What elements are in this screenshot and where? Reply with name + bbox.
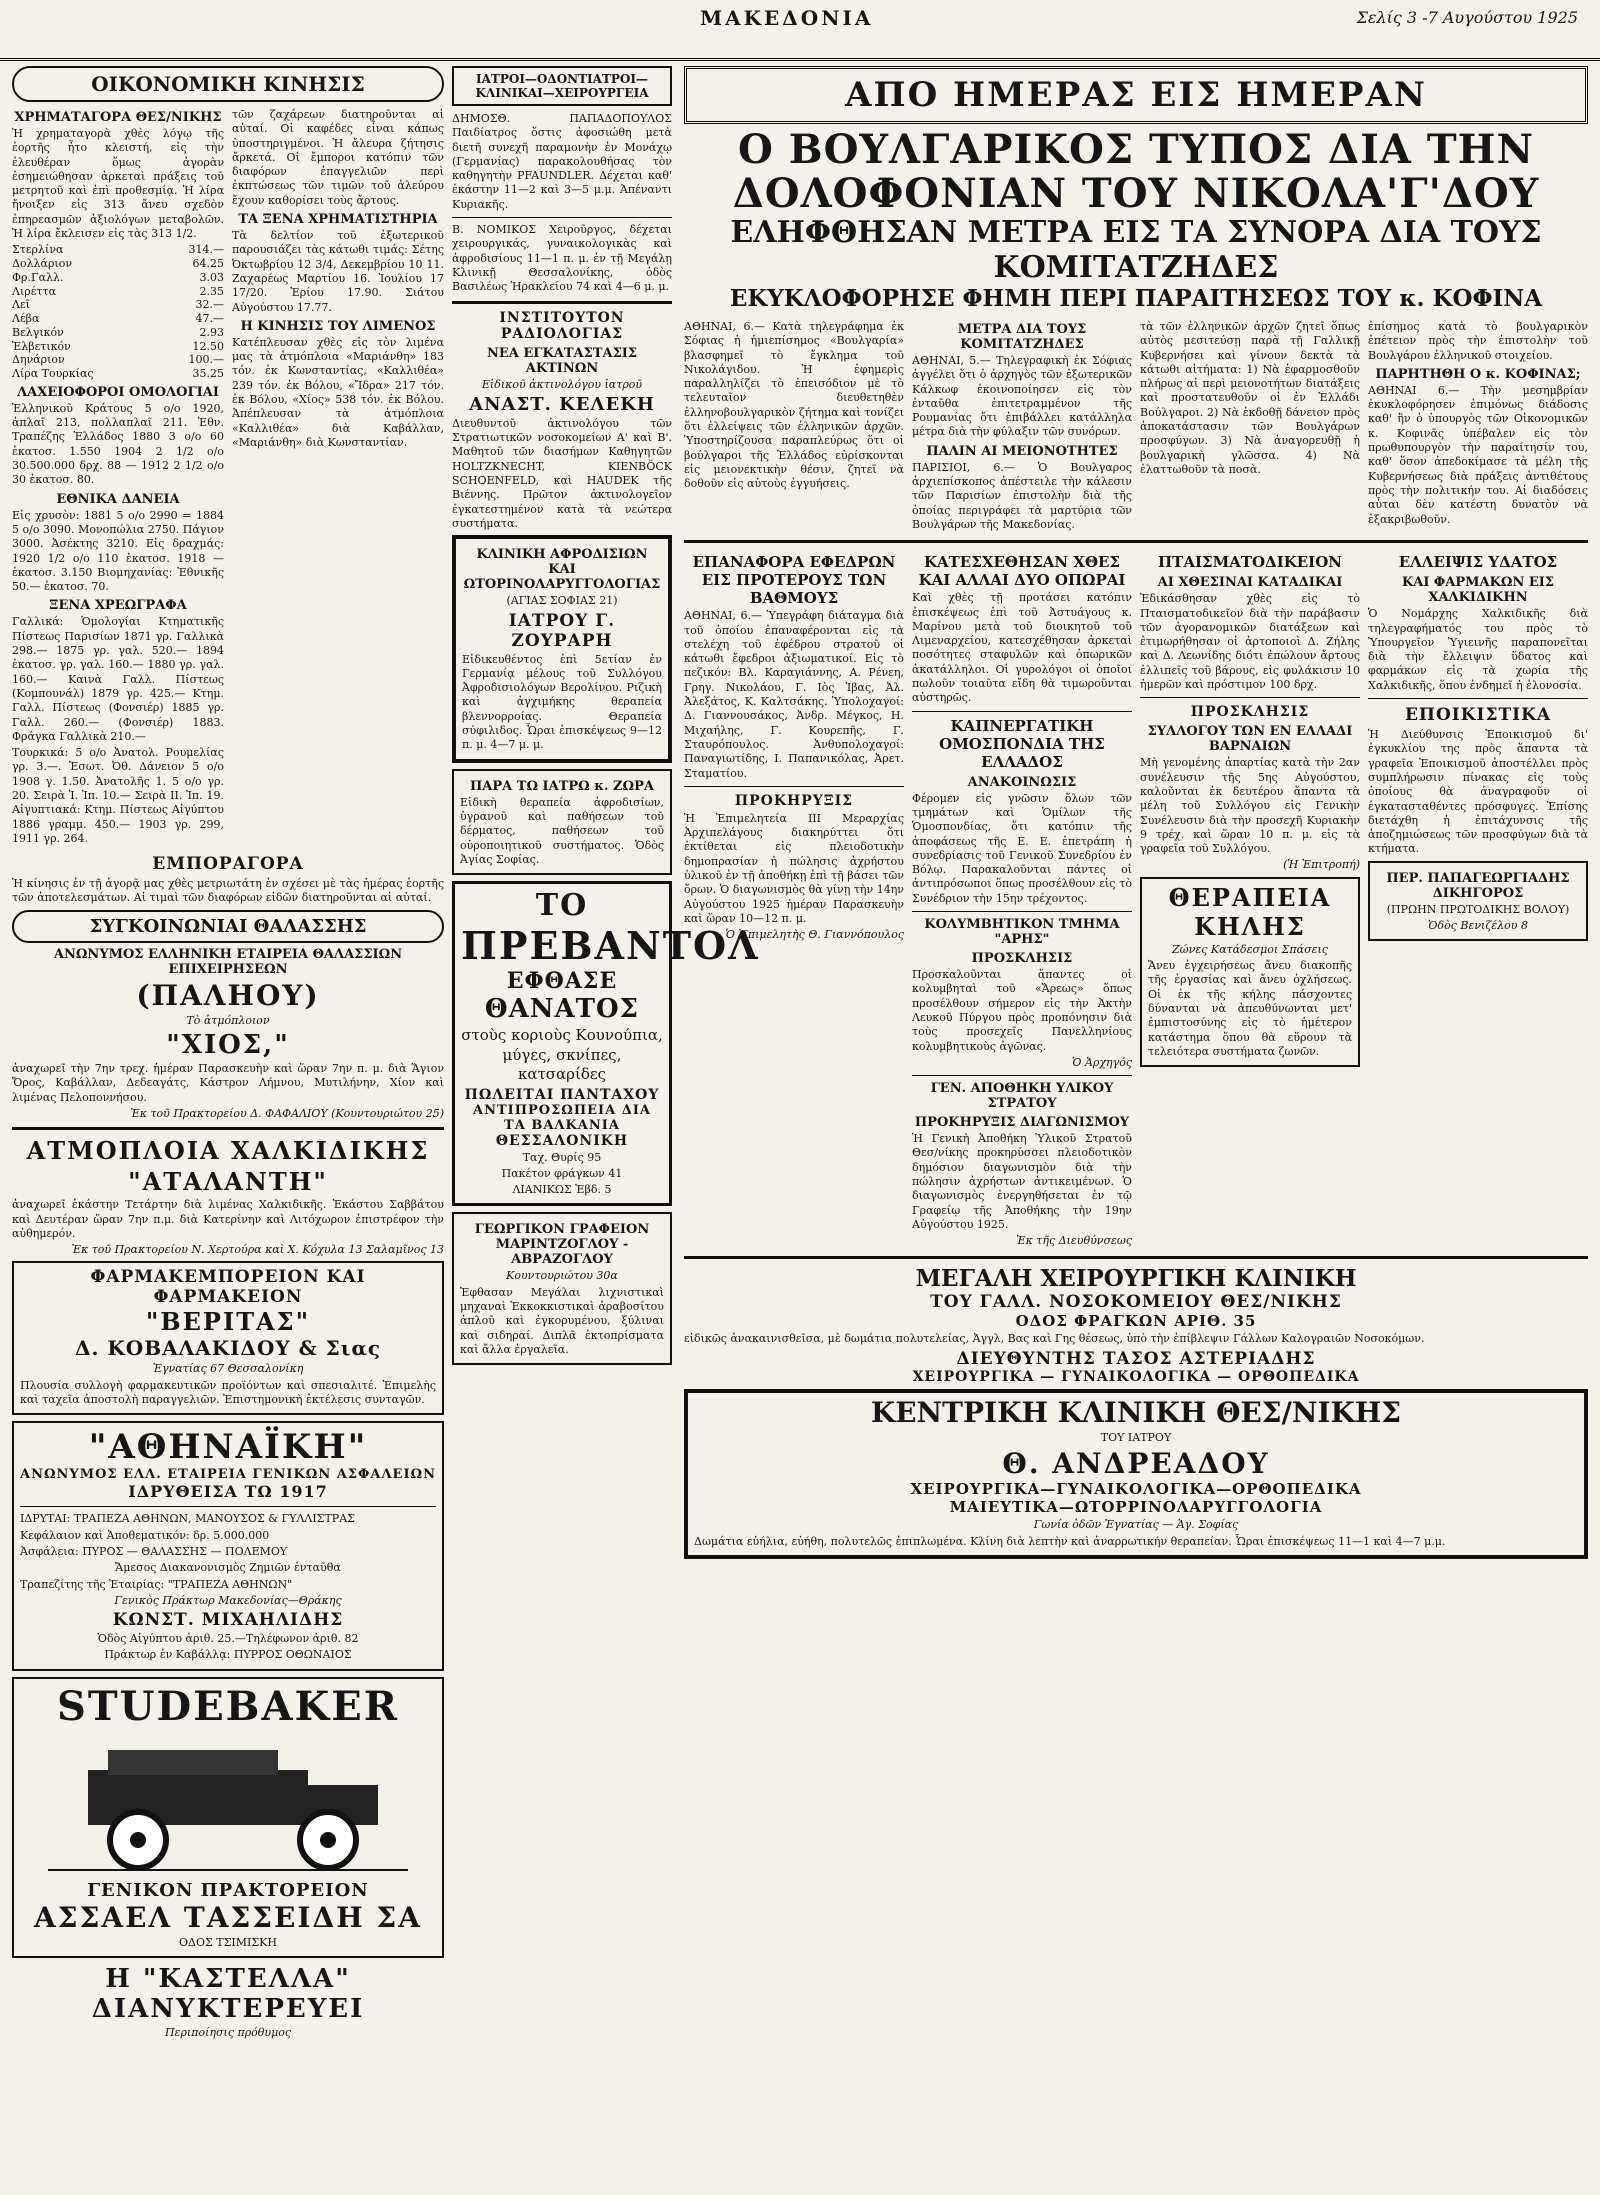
megali-ad — [684, 1265, 1588, 1384]
atmoploia-agent: Ἐκ τοῦ Πρακτορείου Ν. Χερτούρα καὶ Χ. Κόχυλα 13 Σαλαμῖνος 13 — [71, 1243, 444, 1257]
prosklisi-title: ΠΡΟΣΚΛΗΣΙΣ — [1190, 704, 1310, 721]
rate-row — [12, 243, 224, 257]
rate-value: 314.— — [188, 243, 224, 257]
rate-name: Ἑλβετικόν — [12, 339, 71, 353]
prosklisi-sub: ΣΥΛΛΟΓΟΥ ΤΩΝ ΕΝ ΕΛΛΑΔΙ ΒΑΡΝΑΙΩΝ — [1147, 724, 1353, 755]
papageorg-sub: (ΠΡΩΗΝ ΠΡΩΤΟΔΙΚΗΣ ΒΟΛΟΥ) — [1386, 902, 1570, 916]
palios-company: ΑΝΩΝΥΜΟΣ ΕΛΛΗΝΙΚΗ ΕΤΑΙΡΕΙΑ ΘΑΛΑΣΣΙΩΝ ΕΠΙΧΕΙΡΗΣΕΩΝ — [53, 946, 403, 977]
elleipsis-title: ΕΛΛΕΙΨΙΣ ΥΔΑΤΟΣ — [1398, 553, 1558, 572]
gen-apothiki-sign: Ἐκ τῆς Διευθύνσεως — [1016, 1234, 1132, 1248]
palios-intro: Τὸ ἀτμόπλοιον — [186, 1013, 270, 1027]
economy-right-subcol — [232, 106, 444, 848]
rate-value: 12.50 — [192, 339, 224, 353]
palios-name: (ΠΑΛΗΟΥ) — [136, 978, 320, 1012]
atmoploia-text: ἀναχωρεῖ ἑκάστην Τετάρτην διὰ λιμένας Χαλκιδικῆς. Ἑκάστου Σαββάτου καὶ Δευτέραν ὥραν 7ην π.μ. διὰ Κατερίνην καὶ Λιτόχωρον ἐπιστρέφον τὴν αὐθημερόν. — [12, 1198, 444, 1240]
rate-name: Φρ.Γαλλ. — [12, 270, 64, 284]
inst-intro: Εἰδικοῦ ἀκτινολόγου ἰατροῦ — [481, 377, 643, 391]
chrem-text: Ἡ χρηματαγορὰ χθὲς λόγῳ τῆς ἑορτῆς ἦτο κλειστή, εἰς τὴν ἐλευθέραν ὅμως ἀγορὰν ἐσημειώθησαν ἀρκεταὶ πράξεις τοῦ μετρητοῦ καὶ ἐπὶ προθεσμίᾳ. Ἡ λίρα ἤνοιξεν εἰς 313 ἄνευ σχεδὸν ἐπηρεασμῶν ἀξιολόγων μεταβολῶν. Ἡ λίρα ἔκλεισεν εἰς τὰς 313 1/2. — [12, 127, 224, 241]
atmoploia-title: ΑΤΜΟΠΛΟΙΑ ΧΑΛΚΙΔΙΚΗΣ — [26, 1136, 430, 1166]
athinaiki-agent-role: Γενικὸς Πράκτωρ Μακεδονίας—Θράκης — [114, 1593, 342, 1607]
foreign-exchanges-title: ΤΑ ΞΕΝΑ ΧΡΗΜΑΤΙΣΤΗΡΙΑ — [238, 212, 438, 228]
kentriki-text: Δωμάτια εὐήλια, εὐήθη, πολυτελῶς ἐπιπλωμένα. Κλίνη διὰ λεπτὴν καὶ ἀναρρωτικήν θεραπείαν. Ὧραι ἐπισκέψεως 11—1 καὶ 4—7 μ.μ. — [694, 1534, 1446, 1548]
ptaismat-text: Ἐδικάσθησαν χθὲς εἰς τὸ Πταισματοδικεῖον διὰ τὴν παράβασιν τῶν ἀγορανομικῶν διατάξεων καὶ ἐτιμωρήθησαν οἱ ἀρτοποιοὶ Δ. Ζήλης καὶ Δ. Λεωνίδης διότι ἐπώλουν ἄρτους ἐλλιπεῖς τοῦ βάρους, εἰς φυλάκισιν 10 ἡμερῶν καὶ πρόστιμον 100 δρχ. — [1140, 592, 1360, 692]
kentriki-sub: ΤΟΥ ΙΑΤΡΟΥ — [1100, 1430, 1172, 1444]
megali-spec: ΧΕΙΡΟΥΡΓΙΚΑ — ΓΥΝΑΙΚΟΛΟΓΙΚΑ — ΟΡΘΟΠΕΔΙΚΑ — [912, 1368, 1360, 1385]
palios-text: ἀναχωρεῖ τὴν 7ην τρεχ. ἡμέραν Παρασκευὴν καὶ ὥραν 7ην π. μ. διὰ Ἅγιον Ὄρος, Καβάλλαν, Δεδεαγάτς, Κάστρον Λήμνου, Μυτιλήνην, Χίον καὶ λιμένας Πελοποννήσου. — [12, 1062, 444, 1104]
eparxoi-text: ΑΘΗΝΑΙ, 6.— Ὑπεγράφη διάταγμα διὰ τοῦ ὁποίου ἐπαναφέρονται εἰς τὰ στελέχη τοῦ ἐφέδρου στρατοῦ οἱ κάτωθι ἔφεδροι ἀξιωματικοί. Εἰς τὸ πεζικόν: Βλ. Καραγιάννης, Α. Ρένεη, Γρηγ. Νικολάου, Γ. Ιὸς Ἰβας, Ἀλ. Ἀλεξάτος, Κ. Καλτσάκης. Ὑπολοχαγοί: Δ. Γιαννουσάκος, Ἀνδρ. Μέγκος, Η. Μιχαήλης, Γ. Κουρεπῆς, Γ. Σταυρόπουλος. Ἀνθυπολοχαγοί: Παναγιωτίδης, Ι. Παπανικόλας, Ἀρετ. Σταματίου. — [684, 609, 904, 780]
xena-text-2: Τουρκικά: 5 ο/ο Ἀνατολ. Ρουμελίας γρ. 3.—. Ἑσωτ. Ὀθ. Δάνειον 5 ο/ο 1908 γ. 1.50. Ἀνατολῆς 1. 5 ο/ο γρ. 20. Σειρὰ Ἰ. Ἰπ. 10.— Σειρὰ ΙΙ. Ἰπ. 19. Αἰγυπτιακά: Κτημ. Πίστεως Αἰγύπτου 1886 γραμμ. 450.— 1903 γρ. 299, 1911 γρ. 264. — [12, 746, 224, 845]
megali-text: εἰδικῶς ἀνακαινισθεῖσα, μὲ δωμάτια πολυτελείας, Ἀγγλ, Βας καὶ Γης θέσεως, ὑπὸ τὴν ἐπίβλεψιν Γάλλων Καλογραιῶν Νοσοκόμων. — [684, 1332, 1425, 1346]
gen-apothiki-text: Ἡ Γενικὴ Ἀποθήκη Ὑλικοῦ Στρατοῦ Θεσ/νίκης προκηρύσσει πλειοδοτικὸν δημόσιον διαγωνισμὸν διὰ τὴν πώλησιν ἀχρήστων ἀντικειμένων. Ὁ διαγωνισμὸς ἐνεργηθήσεται ἐν τῷ Γραφείῳ τῆς Ἀποθήκης τὴν 19ην Αὐγούστου 1925. — [912, 1132, 1132, 1231]
papageorg-name: ΠΕΡ. ΠΑΠΑΓΕΩΡΓΙΑΔΗΣ ΔΙΚΗΓΟΡΟΣ — [1386, 870, 1570, 901]
preventol-text: στοὺς κοριοὺς Κουνούπια, μύγες, σκνίπες, κατσαρίδες — [461, 1026, 663, 1084]
kapnergatiki-text: Φέρομεν εἰς γνῶσιν ὅλων τῶν τμημάτων καὶ Ὁμίλων τῆς Ὁμοσπονδίας, ὅτι κατόπιν τῆς ἀποφάσεως τῆς Ε. Ε. ἐπετράπη ἡ συνεδρίασις τοῦ Γενικοῦ Συνεδρίου ἐν Βόλῳ. Παρακαλοῦνται πάντες οἱ ἀντιπρόσωποι ὅπως προσέλθουν εἰς τὸ Συνέδριον τὴν 15ην τρέχοντος. — [912, 791, 1132, 905]
zora-title: ΠΑΡΑ ΤΩ ΙΑΤΡΩ κ. ΖΩΡΑ — [470, 778, 654, 794]
veritas-addr: Ἐγνατίας 67 Θεσσαλονίκη — [152, 1362, 304, 1376]
column-economy — [12, 62, 444, 2042]
athinaiki-capital: Κεφάλαιον καὶ Ἀποθεματικόν: δρ. 5.000.000 — [20, 1528, 270, 1542]
ethnika-title: ΕΘΝΙΚΑ ΔΑΝΕΙΑ — [56, 491, 180, 507]
newspaper-title: ΜΑΚΕΔΟΝΙΑ — [700, 6, 874, 30]
kolymb-sign: Ὁ Ἀρχηγός — [1072, 1055, 1132, 1069]
athinaiki-ad — [12, 1421, 444, 1670]
palin-title: ΠΑΛΙΝ ΑΙ ΜΕΙΟΝΟΤΗΤΕΣ — [926, 443, 1118, 459]
ptaismat-title: ΠΤΑΙΣΜΑΤΟΔΙΚΕΙΟΝ — [1158, 553, 1342, 572]
market-text: τῶν ζαχάρεων διατηροῦνται αἱ αὐταί. Οἱ καφέδες εἶναι κάπως ὑποστηριγμένοι. Ἡ ἄλευρα ζήτησις ἄρκετά. Οἱ ἔμποροι κατόπιν τῶν διαφόρων ἐπαγγελιῶν περὶ ἐκπτώσεως τῶν τιμῶν τοῦ ἀλεύρου ἔχουν καθορίσει τοὺς ἄρτους. — [232, 108, 444, 207]
car-illustration — [20, 1730, 436, 1880]
kapnergatiki-sub: ΑΝΑΚΟΙΝΩΣΙΣ — [967, 774, 1077, 790]
dimosth-ad: ΔΗΜΟΣΘ. ΠΑΠΑΔΟΠΟΥΛΟΣ Παιδίατρος ὅστις ἀφοσιώθη μετὰ διετῆ συνεχῆ παραμονὴν ἐν Μονάχῳ (Γερμανίας) παρακολουθήσας τὸν καθηγητὴν PFAUNDLER. Δέχεται καθ' ἑκάστην 11—2 καὶ 3—5 μ.μ. Ἀπέναντι Κυριακῆς. — [452, 112, 672, 211]
rate-name: Στερλίνα — [12, 243, 64, 257]
elleipsis-text: Ὁ Νομάρχης Χαλκιδικῆς διὰ τηλεγραφήματός του πρὸς τὸ Ὑπουργεῖον Ὑγιεινῆς παραπονεῖται διὰ τὴν ἔλλειψιν ὕδατος καὶ φαρμάκων εἰς τὰ χωρία τῆς Χαλκιδικῆς, ὅπου ἐνδημεῖ ἡ ἐλονοσία. — [1368, 607, 1588, 692]
prosklisi-text: Μὴ γενομένης ἀπαρτίας κατὰ τὴν 2αν συνέλευσιν τῆς 5ης Αὐγούστου, καλοῦνται ἐκ δευτέρου ἅπαντα τὰ μέλη τοῦ Συλλόγου εἰς Γενικὴν Συνέλευσιν διὰ τὴν προσεχῆ Κυριακὴν 9 τρέχ. καὶ ὥραν 10 π. μ. εἰς τὰ γραφεῖα τοῦ Συλλόγου. — [1140, 756, 1360, 856]
preventol-sold: ΠΩΛΕΙΤΑΙ ΠΑΝΤΑΧΟΥ — [464, 1086, 660, 1103]
emporagora-title: ΕΜΠΟΡΑΓΟΡΑ — [152, 854, 304, 875]
xena-text: Γαλλικά: Ὁμολογίαι Κτηματικῆς Πίστεως Παρισίων 1871 γρ. Γαλλικὰ 298.— 1875 γρ. γαλ. 520.— 1894 ἑκατοσ. γρ. γαλ. 160.— 1880 γρ. γαλ. 160.— Καινὰ Γαλλ. Πίστεως (Κομπουνάλ) 1879 γρ. 425.— Κτημ. Γαλλ. Πίστεως (Φονσιέρ) 1885 γρ. Γαλλ. 260.— (Φονσιέρ) 1883. Φράγκα Γαλλικὰ 210.— — [12, 615, 224, 743]
katesxethisan-title: ΚΑΤΕΣΧΕΘΗΣΑΝ ΧΘΕΣ ΚΑΙ ΑΛΛΑΙ ΔΥΟ ΟΠΩΡΑΙ — [918, 553, 1126, 590]
georg-addr: Κουντουριώτου 30α — [506, 1269, 618, 1283]
ptaismat-sub: ΑΙ ΧΘΕΣΙΝΑΙ ΚΑΤΑΔΙΚΑΙ — [1157, 575, 1343, 591]
rate-value: 35.25 — [192, 367, 224, 381]
kentriki-spec2: ΜΑΙΕΥΤΙΚΑ—ΩΤΟΡΡΙΝΟΛΑΡΥΓΓΟΛΟΓΙΑ — [949, 1498, 1323, 1517]
rate-row — [12, 340, 224, 354]
column-news — [684, 62, 1588, 1565]
headline-3: ΕΚΥΚΛΟΦΟΡΗΣΕ ΦΗΜΗ ΠΕΡΙ ΠΑΡΑΙΤΗΣΕΩΣ ΤΟΥ κ. ΚΟΦΙΝΑ — [729, 285, 1543, 312]
xena-title: ΞΕΝΑ ΧΡΕΩΓΡΑΦΑ — [49, 598, 187, 614]
gen-apothiki-sub: ΠΡΟΚΗΡΥΞΙΣ ΔΙΑΓΩΝΙΣΜΟΥ — [914, 1115, 1130, 1131]
athinaiki-claims: Ἄμεσος Διακανονισμὸς Ζημιῶν ἐνταῦθα — [115, 1561, 341, 1575]
atmoploia-ship: "ΑΤΑΛΑΝΤΗ" — [128, 1167, 328, 1197]
port-text: Κατέπλευσαν χθὲς εἰς τὸν λιμένα μας τὰ ἀτμόπλοια «Μαριάνθη» 183 τόν. ἐκ Κωνσταντίας, «Καλλιθέα» 239 τόν. ἐκ Βόλου, «Ἴδρα» 217 τόν. ἐκ Βόλου, «Χίος» 538 τόν. ἐκ Βόλου. Ἀπέπλευσαν τὰ ἀτμόπλοια «Καλλιθέα» διὰ Καβάλλαν, «Μαριάνθη» διὰ Κωνσταντίαν. — [232, 335, 444, 449]
megali-addr: ΟΔΟΣ ΦΡΑΓΚΩΝ ΑΡΙΘ. 35 — [1015, 1312, 1257, 1331]
preventol-to: ΤΟ — [535, 888, 589, 924]
rate-value: 32.— — [195, 298, 224, 312]
lead-story — [684, 318, 1588, 534]
georg-ad — [452, 1212, 672, 1365]
athinaiki-bank: Τραπεζίτης τῆς Ἑταιρίας: "ΤΡΑΠΕΖΑ ΑΘΗΝΩΝ" — [20, 1577, 293, 1591]
rate-value: 100.— — [188, 353, 224, 367]
preventol-retail: ΛΙΑΝΙΚΩΣ Ἑβδ. 5 — [512, 1183, 612, 1197]
preventol-thanatos: ΘΑΝΑΤΟΣ — [484, 994, 640, 1025]
prosklisi-sign: (Ἡ Ἐπιτροπή) — [1283, 858, 1360, 872]
afrod-name: ΙΑΤΡΟΥ Γ. ΖΟΥΡΑΡΗ — [508, 610, 616, 651]
rate-value: 64.25 — [192, 257, 224, 271]
rate-name: Δολλάριον — [12, 257, 73, 271]
news-lower — [684, 549, 1588, 1250]
kentriki-addr: Γωνία ὁδῶν Ἐγνατίας — Ἁγ. Σοφίας — [1033, 1518, 1239, 1532]
athinaiki-agent: ΚΩΝΣΤ. ΜΙΧΑΗΛΙΔΗΣ — [112, 1610, 344, 1631]
elleipsis-sub: ΚΑΙ ΦΑΡΜΑΚΩΝ ΕΙΣ ΧΑΛΚΙΔΙΚΗΝ — [1401, 575, 1555, 606]
athinaiki-founders: ΙΔΡΥΤΑΙ: ΤΡΑΠΕΖΑ ΑΘΗΝΩΝ, ΜΑΝΟΥΣΟΣ & ΓΥΛΛΙΣΤΡΑΣ — [20, 1512, 355, 1526]
veritas-owner: Δ. ΚΟΒΑΛΑΚΙΔΟΥ & Σιας — [74, 1336, 382, 1361]
economy-banner: ΟΙΚΟΝΟΜΙΚΗ ΚΙΝΗΣΙΣ — [12, 66, 444, 102]
rate-name: Λέβα — [12, 312, 40, 326]
lead-col-4: ἐπίσημος κατὰ τὸ βουλγαρικὸν ἐπέτειον πρὸς τὴν ἐπιστολὴν τοῦ Βουλγάρου ἐλληνικοῦ στοιχείου. — [1368, 320, 1588, 362]
rate-name: Λεῖ — [12, 298, 30, 312]
prokirixis-sign: Ὁ Ἐπιμελητὴς Θ. Γιαννόπουλος — [725, 928, 904, 942]
rate-row — [12, 271, 224, 285]
rate-value: 2.93 — [199, 325, 224, 339]
katesxethisan-text: Καὶ χθὲς τῇ προτάσει κατόπιν ἐπισκέψεως ἐπὶ τοῦ Ἀστυάγους κ. Μαρίνου μετὰ τοῦ διοικητοῦ τοῦ Λιμεναρχείου, κατεσχέθησαν ἀρκεταὶ ποσότητες σταφυλῶν καὶ ὀπωρικῶν ἀκατάλληλοι. Οἱ γυρολόγοι οἱ ὁποῖοι πωλοῦν τοιαῦτα εἴδη θὰ τιμωροῦνται αὐστηρῶς. — [912, 591, 1132, 705]
afrod-ad — [452, 535, 672, 762]
zora-ad — [452, 769, 672, 875]
papageorg-ad — [1368, 861, 1588, 942]
prokirixis-text: Ἡ Ἐπιμελητεία ΙΙΙ Μεραρχίας Ἀρχιπελάγους διακηρύττει ὅτι ἐκτίθεται εἰς πλειοδοτικὴν δημοπρασίαν ἡ πώλησις ἀχρήστου ὑλικοῦ ἐν τῇ ἀποθήκῃ ἐπὶ τῇ βάσει τῶν ὅρων. Ὁ διαγωνισμὸς θὰ γίνῃ τὴν 14ην Αὐγούστου 1925 ἡμέραν Παρασκευὴν καὶ ὥραν 10—12 π. μ. — [684, 811, 904, 925]
rate-name: Λίρα Τουρκίας — [12, 367, 94, 381]
rate-value: 3.03 — [199, 270, 224, 284]
megali-sub: ΤΟΥ ΓΑΛΛ. ΝΟΣΟΚΟΜΕΙΟΥ ΘΕΣ/ΝΙΚΗΣ — [930, 1292, 1342, 1313]
zora-text: Εἰδικὴ θεραπεία ἀφροδισίων, ὑγρανοῦ καὶ παθήσεων τοῦ δέρματος, παθήσεων τοῦ οὐροποιητικοῦ συστήματος. Ὁδὸς Ἀγίας Σοφίας. — [460, 795, 664, 866]
headline-1: Ο ΒΟΥΛΓΑΡΙΚΟΣ ΤΥΠΟΣ ΔΙΑ ΤΗΝ ΔΟΛΟΦΟΝΙΑΝ ΤΟΥ ΝΙΚΟΛΑ'Γ'ΔΟΥ — [732, 126, 1540, 217]
doctors-banner: ΙΑΤΡΟΙ—ΟΔΟΝΤΙΑΤΡΟΙ—ΚΛΙΝΙΚΑΙ—ΧΕΙΡΟΥΡΓΕΙΑ — [452, 66, 672, 106]
rate-row — [12, 312, 224, 326]
preventol-rep: ΑΝΤΙΠΡΟΣΩΠΕΙΑ ΔΙΑ ΤΑ ΒΑΛΚΑΝΙΑ — [473, 1102, 651, 1133]
rate-row — [12, 285, 224, 299]
studebaker-brand: STUDEBAKER — [56, 1682, 400, 1730]
economy-left-subcol — [12, 106, 224, 848]
preventol-pobox: Ταχ. Θυρίς 95 — [522, 1150, 602, 1164]
georg-title: ΓΕΩΡΓΙΚΟΝ ΓΡΑΦΕΙΟΝ ΜΑΡΙΝΤΖΟΓΛΟΥ - ΑΒΡΑΖΟΓΛΟΥ — [474, 1222, 650, 1268]
nomikos-ad: Β. ΝΟΜΙΚΟΣ Χειροῦργος, δέχεται χειρουργικάς, γυναικολογικὰς καὶ ἀφροδισίους 11—1 π. μ. ἐν τῇ Μεγάλῃ Κλινικῇ Θεσσαλονίκης, ὁδὸς Βασιλέως Ἡρακλείου 74 καὶ 4—6 μ. μ. — [452, 223, 672, 294]
studebaker-owner: ΑΣΣΑΕΛ ΤΑΣΣΕΙΔΗ ΣΑ — [34, 1900, 422, 1934]
rates-table — [12, 243, 224, 381]
ethnika-text: Εἰς χρυσὸν: 1881 5 ο/ο 2990 = 1884 5 ο/ο 3090. Μονοπώλια 2750. Πάγιον 3000. Ἀσέκτης 3210. Εἰς δραχμάς: 1920 1/2 ο/ο 110 ἑκατοσ. 1918 — ἑκατοσ. 3.150 Βιομηχανίας: Ἐθνικῆς 50.— ἑκατοσ. 70. — [12, 508, 224, 594]
kastella-sub: Περιποίησις πρόθυμος — [164, 2026, 292, 2040]
therapeia-title: ΘΕΡΑΠΕΙΑ ΚΗΛΗΣ — [1168, 882, 1332, 941]
column-medical — [452, 62, 760, 1371]
lead-col-2-title: ΜΕΤΡΑ ΔΙΑ ΤΟΥΣ ΚΟΜΙΤΑΤΖΗΔΕΣ — [957, 322, 1087, 352]
gen-apothiki-title: ΓΕΝ. ΑΠΟΘΗΚΗ ΥΛΙΚΟΥ ΣΤΡΑΤΟΥ — [930, 1081, 1114, 1112]
headline-2: ΕΛΗΦΘΗΣΑΝ ΜΕΤΡΑ ΕΙΣ ΤΑ ΣΥΝΟΡΑ ΔΙΑ ΤΟΥΣ ΚΟΜΙΤΑΤΖΗΔΕΣ — [730, 215, 1542, 285]
kastella-name: Η "ΚΑΣΤΕΛΛΑ" ΔΙΑΝΥΚΤΕΡΕΥΕΙ — [91, 1964, 365, 2025]
kentriki-name: Θ. ΑΝΔΡΕΑΔΟΥ — [1002, 1447, 1270, 1481]
preventol-efthase: ΕΦΘΑΣΕ — [506, 968, 618, 995]
palios-ship: "ΧΙΟΣ," — [166, 1030, 290, 1061]
sea-transport-banner: ΣΥΓΚΟΙΝΩΝΙΑΙ ΘΑΛΑΣΣΗΣ — [12, 910, 444, 943]
paraitisi-title: ΠΑΡΗΤΗΘΗ Ο κ. ΚΟΦΙΝΑΣ; — [1375, 366, 1581, 382]
rate-row — [12, 257, 224, 271]
athinaiki-name: "ΑΘΗΝΑΪΚΗ" — [88, 1427, 368, 1468]
chrem-title: ΧΡΗΜΑΤΑΓΟΡΑ ΘΕΣ/ΝΙΚΗΣ — [14, 110, 222, 125]
athinaiki-kavala: Πράκτωρ ἐν Καβάλλᾳ: ΠΥΡΡΟΣ ΟΘΩΝΑΙΟΣ — [104, 1648, 352, 1662]
georg-text: Ἐφθασαν Μεγάλαι λιχνιστικαὶ μηχαναὶ Ἐκκοκκιστικαὶ ἀραβοσίτου ἀπλοῦ καὶ ἐγκορυμένου, ξύλιναι καὶ σιδηραί. Διπλᾶ ἐκτοπρίσματα καὶ ἄλλα ἐργαλεῖα. — [460, 1285, 664, 1356]
epoikistika-text: Ἡ Διεύθυνσις Ἐποικισμοῦ δι' ἐγκυκλίου της πρὸς ἅπαντα τὰ γραφεῖα Ἐποικισμοῦ ἀποστέλλει πρὸς συμπλήρωσιν πίνακας εἰς τοὺς ὁποίους θὰ ἀναγραφοῦν οἱ ἐγκατασταθέντες πρόσφυγες. Ἐπίσης διετάχθη ἡ ἐπιτάχυνσις τῆς ἀποζημιώσεως τῶν προσφύγων διὰ τὰ κτήματα. — [1368, 728, 1588, 856]
athinaiki-sub: ΑΝΩΝΥΜΟΣ ΕΛΛ. ΕΤΑΙΡΕΙΑ ΓΕΝΙΚΩΝ ΑΣΦΑΛΕΙΩΝ — [20, 1467, 436, 1483]
rate-row — [12, 326, 224, 340]
studebaker-addr: ΟΔΟΣ ΤΣΙΜΙΣΚΗ — [179, 1935, 277, 1949]
papageorg-addr: Ὁδὸς Βενιζέλου 8 — [1428, 919, 1528, 933]
rate-row — [12, 353, 224, 367]
afrod-title: ΚΛΙΝΙΚΗ ΑΦΡΟΔΙΣΙΩΝ ΚΑΙ ΩΤΟΡΙΝΟΛΑΡΥΓΓΟΛΟΓΙΑΣ — [463, 547, 661, 593]
paraitisi-text: ΑΘΗΝΑΙ 6.— Τὴν μεσημβρίαν ἐκυκλοφόρησεν ἐπιμόνως διάδοσις καθ' ἣν ὁ ὑπουργὸς τῶν Οἰκονομικῶν κ. Κοφινᾶς ὑπέβαλεν εἰς τὸν πρωθυπουργὸν τὴν παραίτησίν του, καθ' ὅσον ἀπεδοκίμασε τὰ μέλη τῆς Κυβερνήσεως διὰ πράξεις ἀντιθέτους πρὸς τὴν πολιτικήν του. Αἱ διαδόσεις αὗται δὲν κατέστη δυνατὸν νὰ ἐξακριβωθοῦν. — [1368, 383, 1588, 526]
therapeia-sub: Ζώνες Κατάδεσμοι Σπάσεις — [1172, 942, 1328, 956]
port-title: Η ΚΙΝΗΣΙΣ ΤΟΥ ΛΙΜΕΝΟΣ — [240, 318, 436, 334]
kolymb-sub: ΠΡΟΣΚΛΗΣΙΣ — [971, 951, 1073, 967]
kolymb-text: Προσκαλοῦνται ἅπαντες οἱ κολυμβηταὶ τοῦ «Ἄρεως» ὅπως προσέλθουν σήμερον εἰς τὴν Ἀκτὴν Λευκοῦ Πύργου πρὸς προπόνησιν διὰ τοὺς προσεχεῖς Πανελληνίους κολυμβητικοὺς ἀγῶνας. — [912, 968, 1132, 1053]
lead-col-2: ΑΘΗΝΑΙ, 5.— Τηλεγραφικὴ ἐκ Σόφιας ἀγγέλει ὅτι ὁ ἀρχηγὸς τῶν ἐξωτερικῶν Κάλκωφ ἐκοινοποίησεν εἰς τὸν ἐνταῦθα ἐπιτετραμμένον τῆς Ρουμανίας ὅτι ἐπιβάλλει κατάλληλα μέτρα διὰ τὴν φύλαξιν τῶν συνόρων. — [912, 354, 1132, 439]
kentriki-ad — [684, 1389, 1588, 1559]
inst-name: ΑΝΑΣΤ. ΚΕΛΕΚΗ — [469, 393, 655, 415]
afrod-text: Εἰδικευθέντος ἐπὶ 5ετίαν ἐν Γερμανίᾳ μέλους τοῦ Συλλόγου Ἀφροδισιολόγων Βερολίνου. Ριζικὴ καὶ ἀγχιμήκης θεραπεία βλεννορροίας. Θεραπεία σύφιλιδος. Ὧραι ἐπισκέψεως 9—12 π. μ. 4—7 μ. μ. — [462, 652, 662, 752]
therapeia-text: Ἄνευ ἐγχειρήσεως ἄνευ διακοπῆς τῆς ἐργασίας καὶ ἄνευ ὀχλήσεως. Οἱ ἐκ τῆς κήλης πάσχοντες δύνανται νὰ ἀπευθύνωνται μετ' ἐμπιστοσύνης εἰς τὸ ἡμέτερον κατάστημα ὅπου θὰ εὕρουν τὰ τελειότερα συστήματα ζωνῶν. — [1148, 959, 1352, 1058]
eparxoi-title: ΕΠΑΝΑΦΟΡΑ ΕΦΕΔΡΩΝ ΕΙΣ ΠΡΟΤΕΡΟΥΣ ΤΩΝ ΒΑΘΜΟΥΣ — [692, 553, 896, 608]
rate-value: 47.— — [195, 312, 224, 326]
kapnergatiki-title: ΚΑΠΝΕΡΓΑΤΙΚΗ ΟΜΟΣΠΟΝΔΙΑ ΤΗΣ ΕΛΛΑΔΟΣ — [939, 716, 1105, 771]
therapeia-ad — [1140, 877, 1360, 1067]
inst-title: ΙΝΣΤΙΤΟΥΤΟΝ ΡΑΔΙΟΛΟΓΙΑΣ — [499, 309, 625, 342]
preventol-name: ΠΡΕΒΑΝΤΟΛ — [461, 923, 760, 969]
kentriki-spec: ΧΕΙΡΟΥΡΓΙΚΑ—ΓΥΝΑΙΚΟΛΟΓΙΚΑ—ΟΡΘΟΠΕΔΙΚΑ — [910, 1480, 1362, 1499]
athinaiki-addr: Ὁδὸς Αἰγύπτου ἀριθ. 25.—Τηλέφωνον ἀριθ. 82 — [97, 1632, 359, 1646]
athinaiki-year: ΙΔΡΥΘΕΙΣΑ ΤΩ 1917 — [128, 1482, 328, 1502]
epoikistika-title: ΕΠΟΙΚΙΣΤΙΚΑ — [1404, 705, 1552, 726]
afrod-addr: (ΑΓΙΑΣ ΣΟΦΙΑΣ 21) — [506, 594, 618, 608]
rate-name: Λιρέττα — [12, 284, 57, 298]
inst-sub: ΝΕΑ ΕΓΚΑΤΑΣΤΑΣΙΣ ΑΚΤΙΝΩΝ — [486, 345, 638, 376]
lead-col-1: ΑΘΗΝΑΙ, 6.— Κατὰ τηλεγράφημα ἐκ Σόφιας ἡ ἡμιεπίσημος «Βουλγαρία» βλασφημεῖ τὸ ἔγκλημα τοῦ Νικολάγιδου. Ἡ ἐφημερὶς παραλληλίζει τὸ ἐπεισόδιον μὲ τὸ τελευταῖον διευθετηθὲν ἑλληνοβουλγαρικὸν ζήτημα καὶ τονίζει ὅτι ἐλλείψεις τῶν ἑλληνικῶν ἀρχῶν. Ὑποστηρίζουσα παραπλεύρως ὅτι οἱ βούλγαροι τῆς Ἑλλάδος εὑρίσκονται εἰς μειονεκτικὴν θέσιν, ζητεῖ νὰ δοθοῦν εἰς αὐτοὺς ἐγγυήσεις. — [684, 320, 904, 491]
rate-row — [12, 367, 224, 381]
rate-row — [12, 298, 224, 312]
laxeio-title: ΛΑΧΕΙΟΦΟΡΟΙ ΟΜΟΛΟΓΙΑΙ — [17, 384, 219, 400]
kentriki-title: ΚΕΝΤΡΙΚΗ ΚΛΙΝΙΚΗ ΘΕΣ/ΝΙΚΗΣ — [870, 1395, 1402, 1429]
veritas-text: Πλουσία συλλογὴ φαρμακευτικῶν προϊόντων καὶ σπεσιαλιτέ. Ἐπιμελὴς καὶ ταχεῖα ἀποστολὴ παραγγελιῶν. Ἐπιστημονικὴ ἐκτέλεσις συνταγῶν. — [20, 1378, 436, 1407]
preventol-city: ΘΕΣΣΑΛΟΝΙΚΗ — [495, 1132, 629, 1149]
studebaker-agency: ΓΕΝΙΚΟΝ ΠΡΑΚΤΟΡΕΙΟΝ — [87, 1879, 369, 1901]
veritas-ad — [12, 1261, 444, 1415]
inst-text: Διευθυντοῦ ἀκτινολόγου τῶν Στρατιωτικῶν νοσοκομείων Α' καὶ Β'. Μαθητοῦ τῶν διασήμων Καθηγητῶν HOLTZKNECHT, KIENBÖCK SCHOENFELD, καὶ HAUDEK τῆς Βιέννης. Πρῶτον ἀκτινολογεῖον ἐγκατεστημένον κατὰ τὰ νεώτερα συστήματα. — [452, 416, 672, 530]
foreign-exchanges-text: Τὰ δελτίον τοῦ ἐξωτερικοῦ παρουσιάζει τὰς κάτωθι τιμάς: Σέτης Ὀκτωβρίου 12 3/4, Δεκεμβρίου 10 11. Ζαχαρέως Μαρτίου 16. Ἰουλίου 17 17/20. Ἐρίου 17.90. Σιάτου Αὐγούστου 17.77. — [232, 229, 444, 314]
palin-text: ΠΑΡΙΣΙΟΙ, 6.— Ὁ Βουλγαρος ἀρχιεπίσκοπος ἀπέστειλε τὴν κάλεσιν τῶν Παρισίων ἐπιστολὴν διὰ τῆς ὁποίας περιγράφει τὰ μαρτύρια τῶν Βουλγάρων τῆς Μακεδονίας. — [912, 460, 1132, 531]
preventol-price: Πακέτον φράγκων 41 — [501, 1166, 623, 1180]
prokirixis-title: ΠΡΟΚΗΡΥΞΙΣ — [734, 792, 854, 809]
lead-col-3: τὰ τῶν ἑλληνικῶν ἀρχῶν ζητεῖ ὅπως αὐτὸς μεσιτεύσῃ παρὰ τῇ Γαλλικῇ Κυβερνήσει καὶ γίνουν δεκτὰ τὰ κάτωθι αἰτήματα: 1) Νὰ ἐφαρμοσθοῦν πλήρως αἱ περὶ μειονοτήτων διατάξεις καὶ προστατευθοῦν οἱ ἐν Ἑλλάδι Βούλγαροι. 2) Νὰ ἐκδοθῇ δάνειον πρὸς ἀποκατάστασιν τῶν Βουλγάρων προσφύγων. 3) Νὰ ἀναγορευθῇ ἡ βουλγαρικὴ γλῶσσα. 4) Νὰ ἐλαττωθοῦν τὰ ποσὰ. — [1140, 320, 1360, 476]
issue-date: Σελίς 3 -7 Αυγούστου 1925 — [1356, 8, 1578, 27]
emporagora-text: Ἡ κίνησις ἐν τῇ ἀγορᾷ μας χθὲς μετριωτάτη ἐν σχέσει μὲ τὰς ἡμέρας ἑορτῆς τῶν ἀποτελεσμάτων. Αἱ τιμαὶ τῶν διαφόρων εἰδῶν διατηροῦνται αἱ αὐταί. — [12, 877, 444, 905]
veritas-name: "ΒΕΡΙΤΑΣ" — [145, 1307, 311, 1337]
veritas-banner: ΦΑΡΜΑΚΕΜΠΟΡΕΙΟΝ ΚΑΙ ΦΑΡΜΑΚΕΙΟΝ — [90, 1267, 366, 1308]
rate-name: Βελγικόν — [12, 325, 64, 339]
rate-value: 2.35 — [199, 284, 224, 298]
rate-name: Δηνάριον — [12, 353, 65, 367]
athinaiki-insure: Ἀσφάλεια: ΠΥΡΟΣ — ΘΑΛΑΣΣΗΣ — ΠΟΛΕΜΟΥ — [20, 1544, 288, 1558]
megali-dir: ΔΙΕΥΘΥΝΤΗΣ ΤΑΣΟΣ ΑΣΤΕΡΙΑΔΗΣ — [956, 1348, 1316, 1369]
kolymb-title: ΚΟΛΥΜΒΗΤΙΚΟΝ ΤΜΗΜΑ "ΑΡΗΣ" — [924, 917, 1120, 948]
studebaker-ad — [12, 1677, 444, 1958]
preventol-ad — [452, 881, 760, 1206]
masthead — [0, 0, 1600, 61]
palios-agent: Ἐκ τοῦ Πρακτορείου Δ. ΦΑΦΑΛΙΟΥ (Κουντουριώτου 25) — [130, 1106, 444, 1120]
laxeio-text: Ἑλληνικοῦ Κράτους 5 ο/ο 1920, ἀπλαῖ 213, πολλαπλαῖ 211. Ἐθν. Τραπέζης Ἑλλάδος 1880 3 ο/ο 60 ἑκατοσ. 1.550 1904 2 1/2 ο/ο 30.500.000 δρχ. 88 — 1912 2 1/2 ο/ο 30 ἑκατοσ. 80. — [12, 401, 224, 487]
megali-title: ΜΕΓΑΛΗ ΧΕΙΡΟΥΡΓΙΚΗ ΚΛΙΝΙΚΗ — [915, 1265, 1357, 1293]
news-banner: ΑΠΟ ΗΜΕΡΑΣ ΕΙΣ ΗΜΕΡΑΝ — [684, 66, 1588, 124]
